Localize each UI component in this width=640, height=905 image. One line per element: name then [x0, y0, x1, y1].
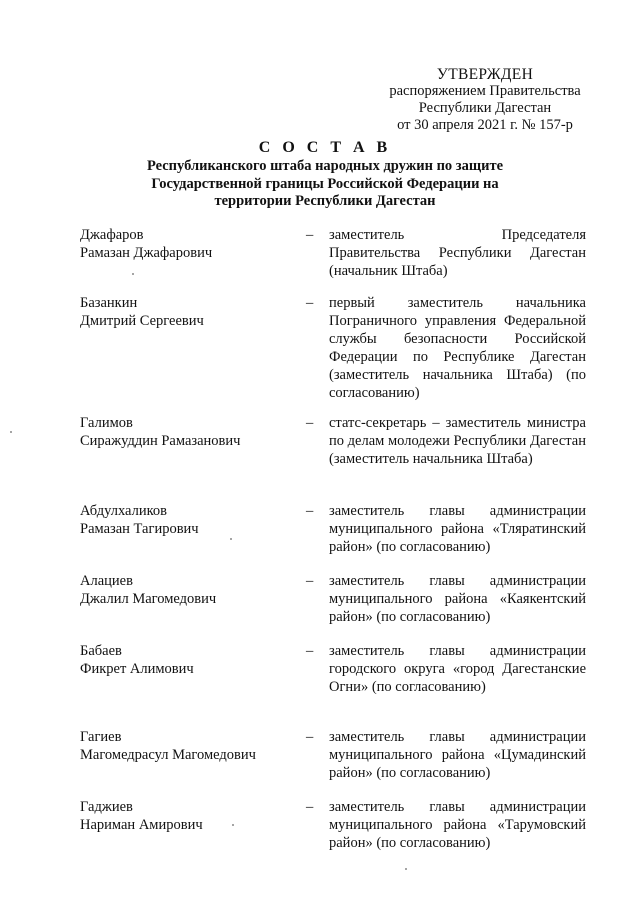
member-given-names: Магомедрасул Магомедович [80, 747, 256, 763]
dash-separator: – [306, 503, 314, 519]
scan-speck [132, 273, 134, 275]
member-given-names: Сиражуддин Рамазанович [80, 433, 241, 449]
member-surname: Гаджиев [80, 799, 133, 815]
dash-separator: – [306, 799, 314, 815]
member-name [80, 728, 300, 764]
scan-speck [230, 538, 232, 540]
member-surname: Галимов [80, 415, 133, 431]
member-position: заместитель Председателя Правительства Республики Дагестан (начальник Штаба) [329, 227, 586, 279]
dash-separator: – [306, 729, 314, 745]
document-subtitle-line: Республиканского штаба народных дружин по защите [146, 158, 504, 174]
dash-separator: – [306, 643, 314, 659]
member-position: статс-секретарь – заместитель министра по делам молодежи Республики Дагестан (заместитель начальника Штаба) [329, 415, 586, 467]
member-name [80, 226, 300, 262]
approval-heading: УТВЕРЖДЕН [436, 66, 534, 83]
approval-line: распоряжением Правительства [389, 83, 581, 99]
document-subtitle-line: территории Республики Дагестан [214, 193, 436, 209]
member-given-names: Нариман Амирович [80, 817, 203, 833]
dash-separator: – [306, 227, 314, 243]
member-entry [80, 642, 600, 732]
member-surname: Бабаев [80, 643, 122, 659]
member-name [80, 642, 300, 678]
member-given-names: Рамазан Джафарович [80, 245, 213, 261]
approval-line: Республики Дагестан [418, 100, 552, 116]
member-entry [80, 414, 600, 504]
member-position: заместитель главы администрации муниципального района «Цумадинский район» (по согласованию) [329, 729, 586, 781]
member-surname: Джафаров [80, 227, 144, 243]
document-title-block [110, 138, 540, 211]
member-position: заместитель главы администрации муниципального района «Тляратинский район» (по согласованию) [329, 503, 586, 555]
scan-speck [405, 868, 407, 870]
member-given-names: Фикрет Алимович [80, 661, 194, 677]
member-surname: Абдулхаликов [80, 503, 167, 519]
document-subtitle-line: Государственной границы Российской Федерации на [151, 175, 499, 192]
member-name [80, 798, 300, 834]
member-name [80, 502, 300, 538]
member-name [80, 294, 300, 330]
approval-date-number: от 30 апреля 2021 г. № 157-р [397, 117, 573, 133]
document-title: С О С Т А В [258, 139, 392, 156]
member-given-names: Джалил Магомедович [80, 591, 217, 607]
approval-stamp-block [360, 66, 610, 134]
dash-separator: – [306, 295, 314, 311]
member-given-names: Рамазан Тагирович [80, 521, 199, 537]
scan-speck [232, 824, 234, 826]
member-name [80, 572, 300, 608]
member-name [80, 414, 300, 450]
member-surname: Базанкин [80, 295, 138, 311]
member-entry [80, 798, 600, 888]
dash-separator: – [306, 415, 314, 431]
member-position: заместитель главы администрации муниципального района «Каякентский район» (по согласованию) [329, 573, 586, 625]
scan-speck [10, 431, 12, 433]
member-given-names: Дмитрий Сергеевич [80, 313, 204, 329]
member-position: заместитель главы администрации муниципального района «Тарумовский район» (по согласованию) [329, 799, 586, 851]
member-position: первый заместитель начальника Пограничного управления Федеральной службы безопасности Российской Федерации по Республике Дагестан (заместитель начальника Штаба) (по согласованию) [329, 295, 586, 401]
member-position: заместитель главы администрации городского округа «город Дагестанские Огни» (по согласованию) [329, 643, 586, 695]
member-surname: Алациев [80, 573, 133, 589]
member-surname: Гагиев [80, 729, 122, 745]
member-entry [80, 294, 600, 401]
dash-separator: – [306, 573, 314, 589]
